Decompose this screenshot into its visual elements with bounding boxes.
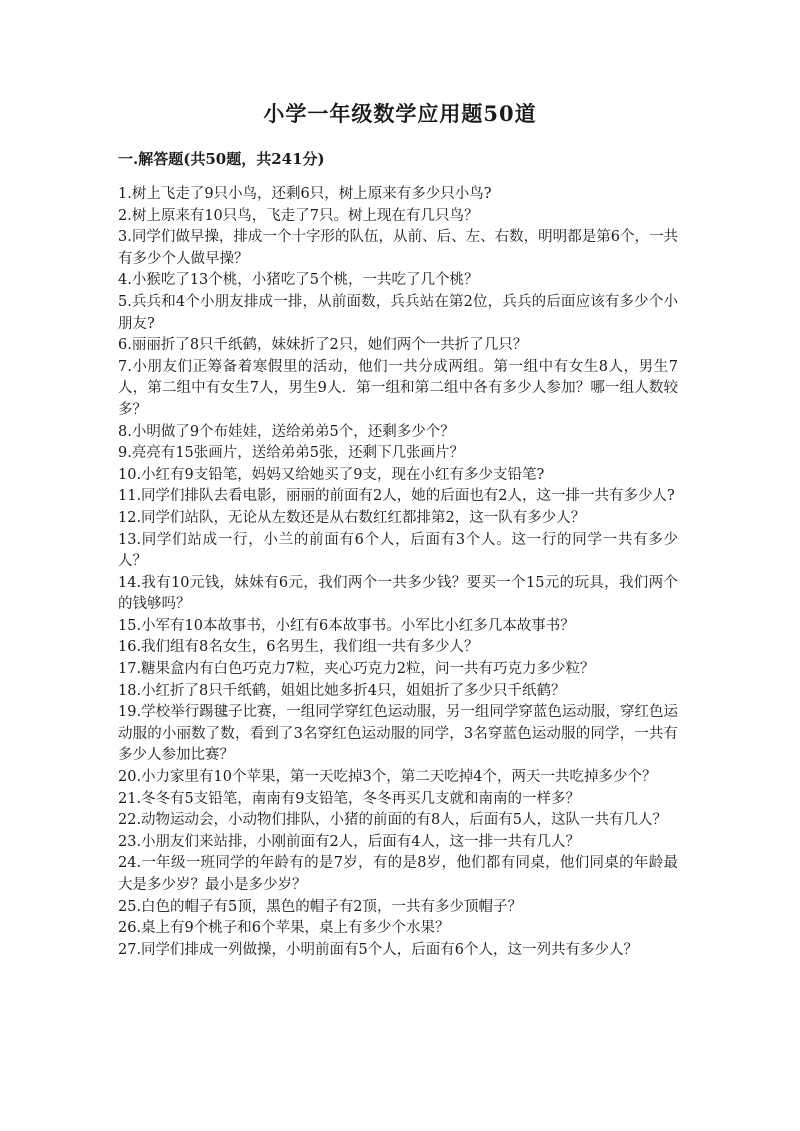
question-item: 15.小军有10本故事书，小红有6本故事书。小军比小红多几本故事书？ bbox=[118, 617, 575, 634]
question-item: 27.同学们排成一列做操，小明前面有5个人，后面有6个人，这一列共有多少人？ bbox=[118, 941, 639, 958]
page-title: 小学一年级数学应用题50道 bbox=[263, 101, 537, 126]
question-item: 16.我们组有8名女生，6名男生，我们组一共有多少人？ bbox=[118, 639, 479, 656]
question-item: 14.我有10元钱，妹妹有6元，我们两个一共多少钱？要买一个15元的玩具，我们两个的钱够吗？ bbox=[118, 574, 678, 613]
question-item: 2.树上原来有10只鸟，飞走了7只。树上现在有几只鸟？ bbox=[118, 207, 479, 224]
question-item: 13.同学们站成一行，小兰的前面有6个人，后面有3个人。这一行的同学一共有多少人？ bbox=[118, 531, 678, 570]
question-item: 18.小红折了8只千纸鹤，姐姐比她多折4只，姐姐折了多少只千纸鹤？ bbox=[118, 682, 566, 699]
question-item: 9.亮亮有15张画片，送给弟弟5张，还剩下几张画片？ bbox=[118, 445, 465, 462]
question-item: 3.同学们做早操，排成一个十字形的队伍，从前、后、左、右数，明明都是第6个，一共有多少个人做早操？ bbox=[118, 229, 678, 267]
question-item: 25.白色的帽子有5顶，黑色的帽子有2顶，一共有多少顶帽子？ bbox=[118, 898, 523, 915]
question-item: 1.树上飞走了9只小鸟，还剩6只，树上原来有多少只小鸟? bbox=[118, 186, 492, 202]
question-item: 6.丽丽折了8只千纸鹤，妹妹折了2只，她们两个一共折了几只？ bbox=[118, 337, 528, 354]
question-item: 17.糖果盒内有白色巧克力7粒，夹心巧克力2粒，问一共有巧克力多少粒？ bbox=[118, 661, 595, 678]
question-item: 23.小朋友们来站排，小刚前面有2人，后面有4人，这一排一共有几人？ bbox=[118, 833, 581, 850]
question-item: 19.学校举行踢毽子比赛，一组同学穿红色运动服，另一组同学穿蓝色运动服，穿红色运动服的小丽数了数，看到了3名穿红色运动服的同学，3名穿蓝色运动服的同学，一共有多少人参加比赛？ bbox=[118, 704, 678, 764]
question-item: 10.小红有9支铅笔，妈妈又给她买了9支，现在小红有多少支铅笔? bbox=[118, 466, 545, 483]
question-item: 5.兵兵和4个小朋友排成一排，从前面数，兵兵站在第2位，兵兵的后面应该有多少个小朋友? bbox=[118, 293, 678, 332]
question-item: 26.桌上有9个桃子和6个苹果，桌上有多少个水果？ bbox=[118, 920, 450, 937]
question-item: 4.小猴吃了13个桃，小猪吃了5个桃，一共吃了几个桃？ bbox=[118, 272, 479, 289]
section-heading: 一.解答题(共50题，共241分) bbox=[118, 150, 325, 168]
question-list bbox=[118, 184, 678, 961]
question-item: 24.一年级一班同学的年龄有的是7岁，有的是8岁，他们都有同桌，他们同桌的年龄最大是多少岁？最小是多少岁？ bbox=[118, 855, 678, 893]
question-item: 12.同学们站队，无论从左数还是从右数红红都排第2，这一队有多少人？ bbox=[118, 509, 586, 526]
question-item: 22.动物运动会，小动物们排队，小猪的前面的有8人，后面有5人，这队一共有几人？ bbox=[118, 812, 668, 829]
question-item: 20.小力家里有10个苹果，第一天吃掉3个，第二天吃掉4个，两天一共吃掉多少个？ bbox=[118, 769, 657, 786]
question-item: 7.小朋友们正筹备着寒假里的活动，他们一共分成两组。第一组中有女生8人，男生7人，第二组中有女生7人，男生9人．第一组和第二组中各有多少人参加？哪一组人数较多？ bbox=[118, 358, 678, 418]
question-item: 11.同学们排队去看电影，丽丽的前面有2人，她的后面也有2人，这一排一共有多少人? bbox=[118, 488, 675, 505]
question-item: 8.小明做了9个布娃娃，送给弟弟5个，还剩多少个？ bbox=[118, 423, 455, 440]
question-item: 21.冬冬有5支铅笔，南南有9支铅笔，冬冬再买几支就和南南的一样多？ bbox=[118, 790, 581, 807]
